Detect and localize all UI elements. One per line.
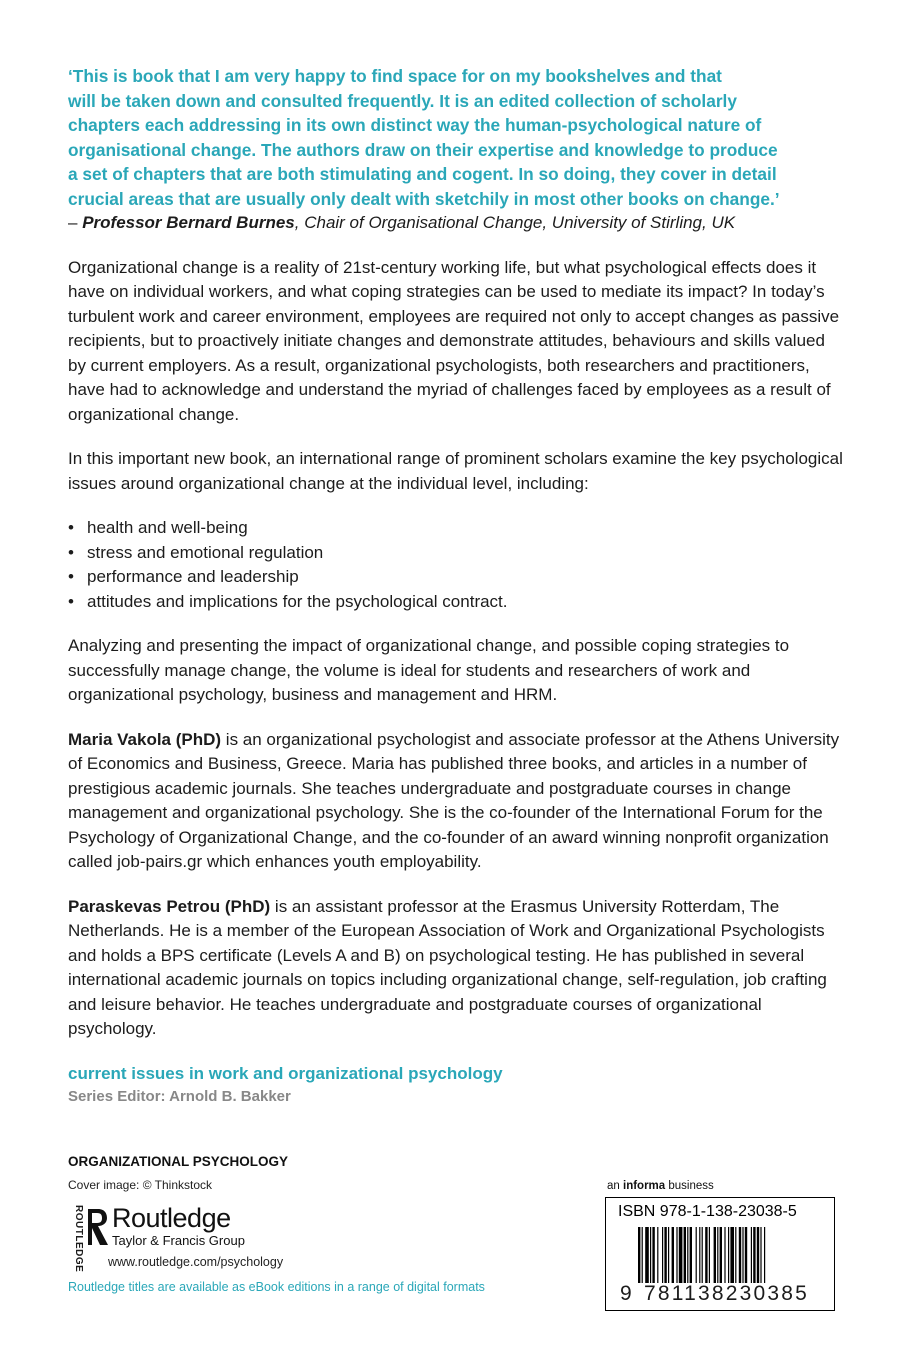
author-name: Paraskevas Petrou (PhD) xyxy=(68,896,271,916)
publisher-group: Taylor & Francis Group xyxy=(112,1233,245,1248)
quote-line: organisational change. The authors draw on their expertise and knowledge to produce xyxy=(68,139,778,160)
scope-paragraph: In this important new book, an international range of prominent scholars examine the key psychological issues around organizational change at the individual level, including: xyxy=(68,449,843,493)
list-item: • health and well-being xyxy=(68,516,844,541)
quote-line: ‘This is book that I am very happy to find space for on my bookshelves and that xyxy=(68,66,722,86)
subject-category: ORGANIZATIONAL PSYCHOLOGY xyxy=(68,1154,289,1169)
routledge-r-icon xyxy=(84,1205,110,1249)
author-bio-text: is an assistant professor at the Erasmus University Rotterdam, The Netherlands. He is a member of the European Association of Work and Organizational Psychologists and holds a BPS certificate (Levels A and B) on psychological testing. He has published in several international academic journals on topics including organizational change, self-regulation, job crafting and leisure behavior. He teaches undergraduate and postgraduate courses of organizational psychology. xyxy=(68,896,827,1038)
endorsement-quote xyxy=(68,64,844,211)
author-name: Maria Vakola (PhD) xyxy=(68,729,222,749)
attribution-name: Professor Bernard Burnes xyxy=(82,213,295,232)
back-cover-content xyxy=(68,64,844,1108)
informa-tagline: an informa business xyxy=(607,1180,714,1192)
list-item: • performance and leadership xyxy=(68,565,844,590)
quote-line: chapters each addressing in its own distinct way the human-psychological nature of xyxy=(68,115,762,135)
ebook-note: Routledge titles are available as eBook editions in a range of digital formats xyxy=(68,1280,485,1294)
list-item: • attitudes and implications for the psychological contract. xyxy=(68,590,844,615)
attribution-dash: – xyxy=(68,213,83,232)
topic-list xyxy=(68,516,844,614)
quote-line: will be taken down and consulted frequently. It is an edited collection of scholarly xyxy=(68,90,737,111)
informa-brand: informa xyxy=(623,1180,666,1192)
author-bio xyxy=(68,895,844,1042)
author-bio-text: is an organizational psychologist and associate professor at the Athens University of Economics and Business, Greece. Maria has published three books, and articles in a number of prestigious academic journals. She teaches undergraduate and postgraduate courses in change management and organizational psychology. She is the co-founder of the International Forum for the Psychology of Organizational Change, and the co-founder of an award winning nonprofit organization called job-pairs.gr which enhances youth employability. xyxy=(68,729,840,871)
quote-attribution xyxy=(68,211,844,236)
series-title: current issues in work and organizational psychology xyxy=(68,1063,503,1083)
isbn-first-digit: 9 xyxy=(620,1282,632,1305)
isbn-label: ISBN 978-1-138-23038-5 xyxy=(618,1203,797,1220)
summary-paragraph: Analyzing and presenting the impact of organizational change, and possible coping strategies to successfully manage change, the volume is ideal for students and researchers of work and organizational psychology, business and management and HRM. xyxy=(68,636,790,704)
author-bio xyxy=(68,728,844,875)
publisher-mark: ROUTLEDGE xyxy=(73,1205,84,1273)
list-item: • stress and emotional regulation xyxy=(68,541,844,566)
isbn-digits: 781138230385 xyxy=(644,1282,809,1305)
quote-line: crucial areas that are usually only dealt with sketchily in most other books on change.’ xyxy=(68,188,780,209)
attribution-role: , Chair of Organisational Change, University of Stirling, UK xyxy=(294,213,736,232)
cover-image-credit: Cover image: © Thinkstock xyxy=(68,1178,213,1192)
barcode-icon xyxy=(638,1227,808,1283)
series-editor: Series Editor: Arnold B. Bakker xyxy=(68,1087,291,1105)
publisher-name: Routledge xyxy=(112,1203,231,1233)
quote-line: a set of chapters that are both stimulating and cogent. In so doing, they cover in detail xyxy=(68,164,777,184)
intro-paragraph: Organizational change is a reality of 21st-century working life, but what psychological effects does it have on individual workers, and what coping strategies can be used to mediate its impact? In today’s turbulent work and career environment, employees are required not only to accept changes as passive recipients, but to proactively initiate changes and demonstrate attitudes, behaviours and skills valued by current employers. As a result, organizational psychologists, both researchers and practitioners, have had to acknowledge and understand the myriad of challenges faced by employees as a result of organizational change. xyxy=(68,257,840,424)
publisher-url: www.routledge.com/psychology xyxy=(108,1255,284,1269)
isbn-barcode xyxy=(605,1197,835,1311)
